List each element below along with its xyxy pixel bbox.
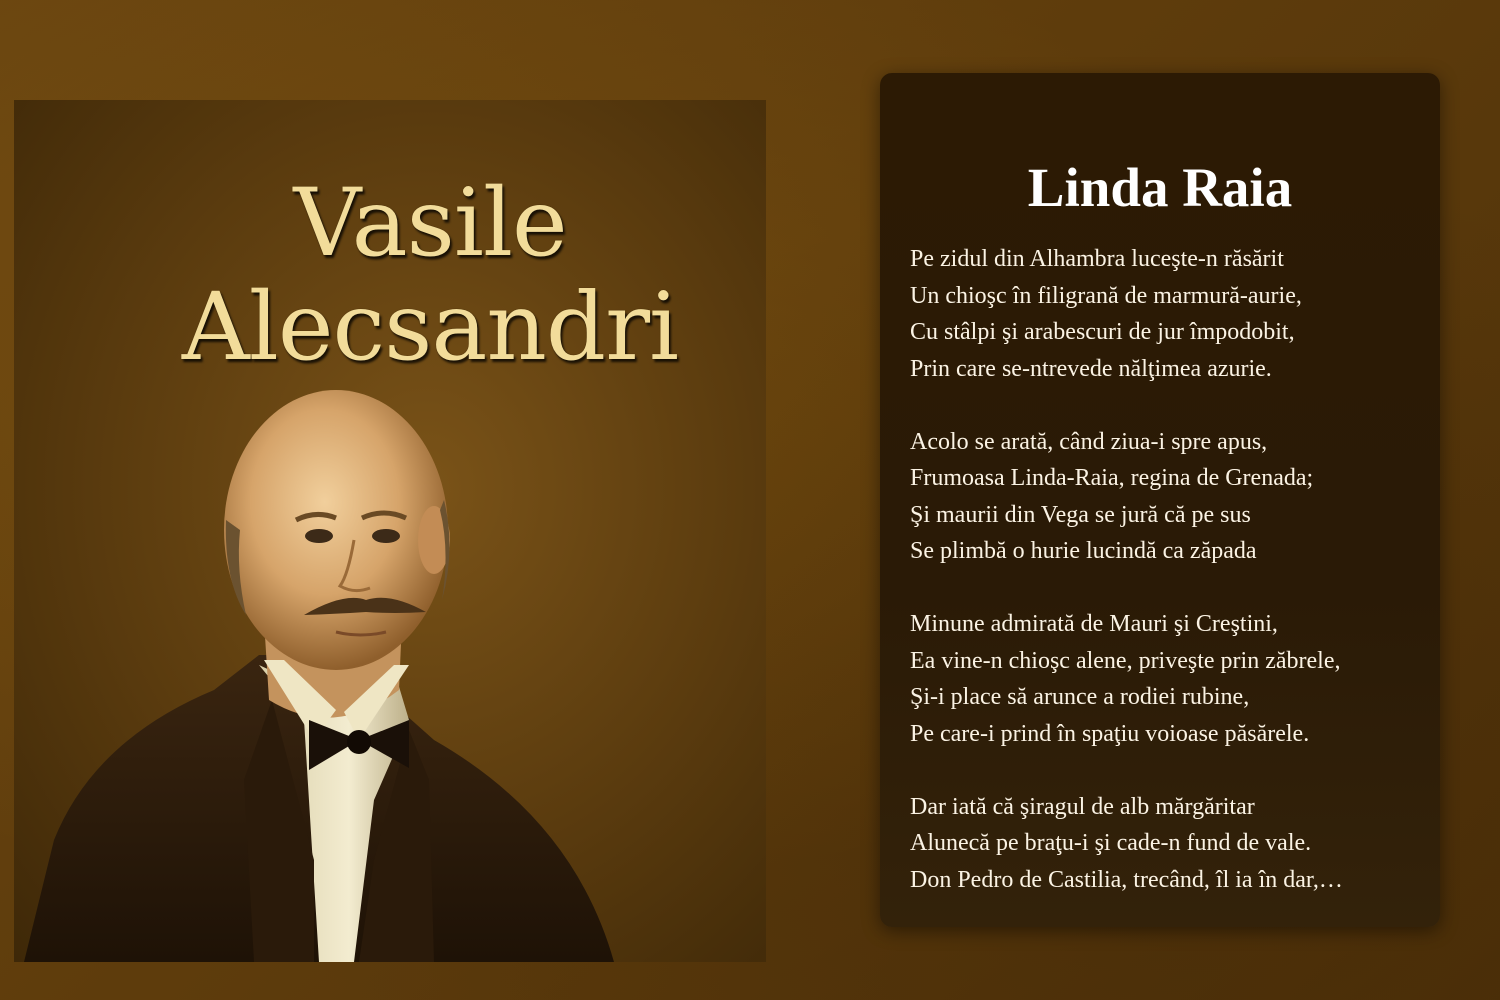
author-name [14,169,766,382]
poem-line: Dar iată că şiragul de alb mărgăritar [910,793,1255,820]
poem-line: Ea vine-n chioşc alene, priveşte prin zăbrele, [910,647,1341,674]
stanza [910,424,1430,570]
poem-card [880,73,1440,927]
poem-line: Frumoasa Linda-Raia, regina de Grenada; [910,465,1314,491]
stanza [910,241,1430,387]
poem-line: Cu stâlpi şi arabescuri de jur împodobit, [910,319,1295,345]
poem-line: Pe care-i prind în spaţiu voioase păsărele. [910,720,1310,747]
poem-body [910,241,1430,898]
author-portrait-panel [14,100,766,962]
poem-line: Şi maurii din Vega se jură că pe sus [910,501,1251,528]
poem-line: Alunecă pe braţu-i şi cade-n fund de vale. [910,830,1312,856]
poem-line: Prin care se-ntrevede nălţimea azurie. [910,355,1272,382]
poem-line: Pe zidul din Alhambra luceşte-n răsărit [910,246,1284,272]
stanza [910,606,1430,752]
poem-title: Linda Raia [1027,157,1293,218]
poem-line: Un chioşc în filigrană de marmură-aurie, [910,282,1302,309]
poem-line: Minune admirată de Mauri şi Creştini, [910,611,1278,637]
author-first-name: Vasile [293,169,567,278]
poem-line: Se plimbă o hurie lucindă ca zăpada [910,538,1257,564]
poem-line: Don Pedro de Castilia, trecând, îl ia în dar,… [910,866,1343,893]
stanza [910,789,1430,899]
author-last-name: Alecsandri [181,273,679,382]
poem-line: Acolo se arată, când ziua-i spre apus, [910,428,1268,455]
poem-line: Şi-i place să arunce a rodiei rubine, [910,684,1250,710]
